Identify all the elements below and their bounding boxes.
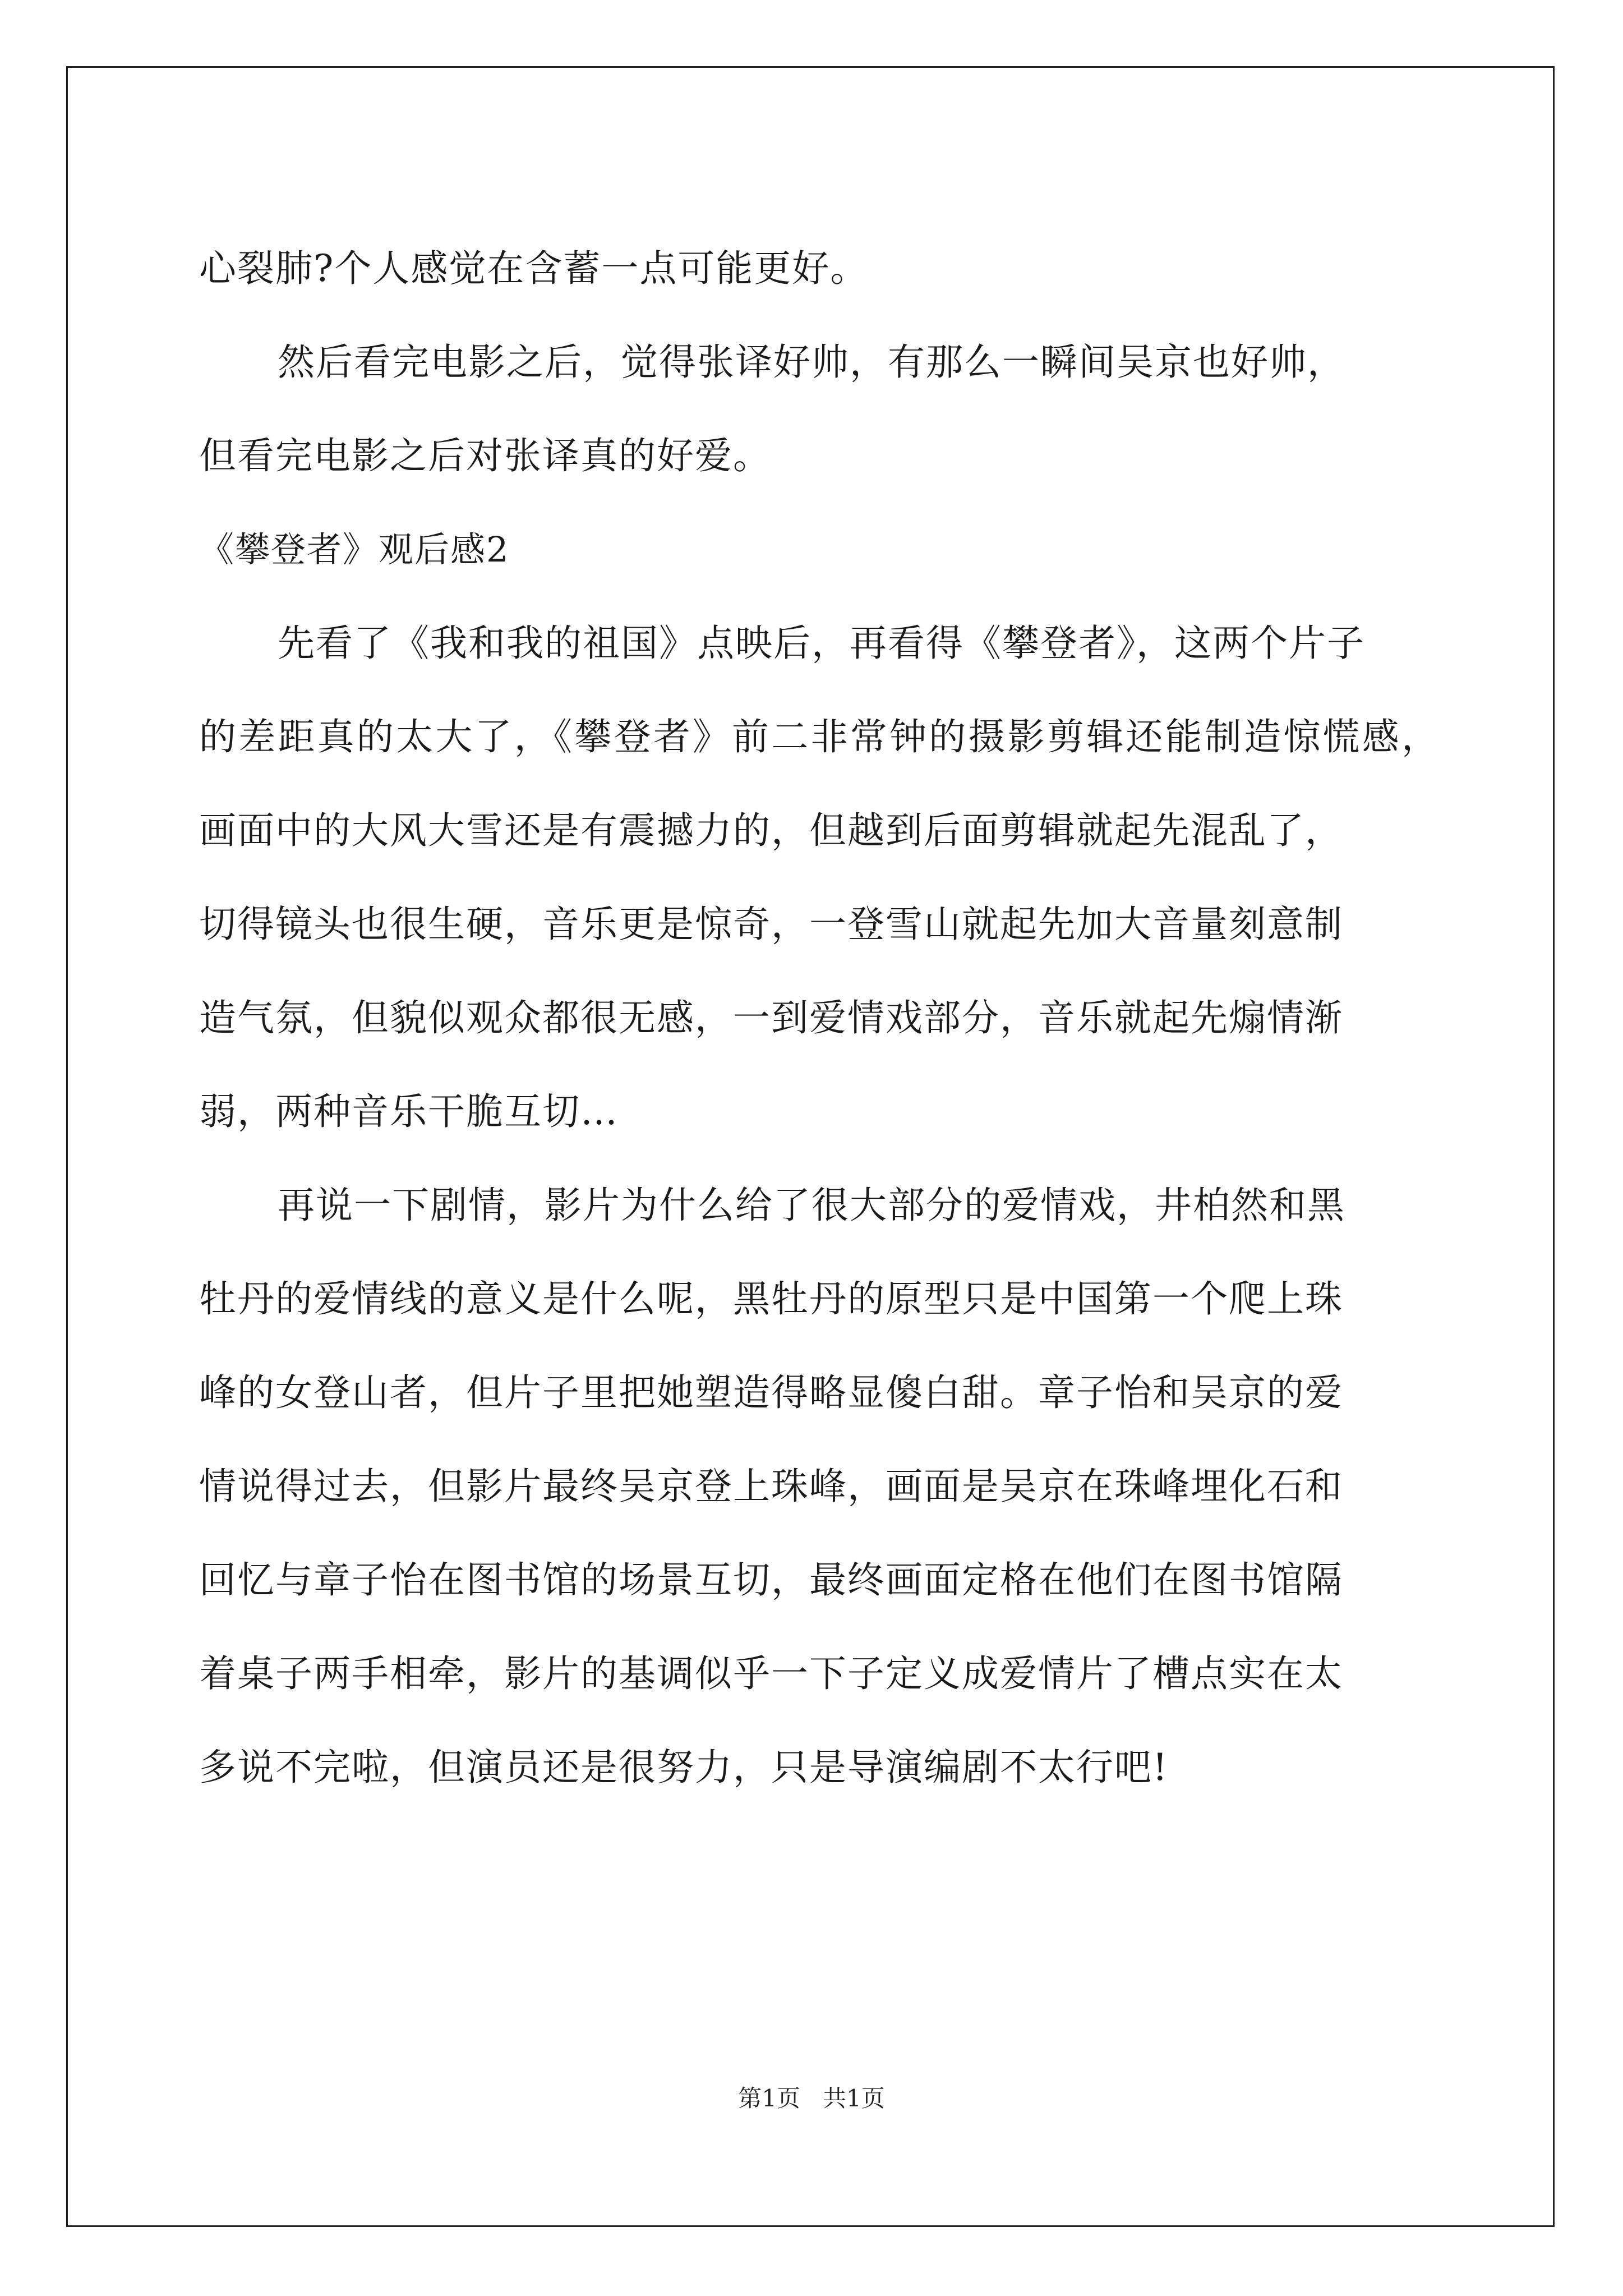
text-line: 峰的女登山者，但片子里把她塑造得略显傻白甜。章子怡和吴京的爱 <box>199 1371 1343 1414</box>
paragraph-start: 然后看完电影之后，觉得张译好帅，有那么一瞬间吴京也好帅， <box>278 341 1345 384</box>
paragraph-start: 先看了《我和我的祖国》点映后，再看得《攀登者》，这两个片子 <box>278 622 1365 665</box>
page-footer <box>0 2080 1623 2114</box>
text-line: 画面中的大风大雪还是有震撼力的，但越到后面剪辑就起先混乱了， <box>199 809 1343 852</box>
section-heading: 《攀登者》观后感2 <box>199 529 510 570</box>
text-line: 切得镜头也很生硬，音乐更是惊奇，一登雪山就起先加大音量刻意制 <box>199 903 1343 946</box>
paragraph-start: 再说一下剧情，影片为什么给了很大部分的爱情戏，井柏然和黑 <box>278 1184 1345 1227</box>
page-total: 共1页 <box>823 2085 885 2112</box>
text-line: 但看完电影之后对张译真的好爱。 <box>199 434 771 477</box>
text-line: 的差距真的太大了，《攀登者》前二非常钟的摄影剪辑还能制造惊慌感， <box>199 715 1438 758</box>
page-number: 第1页 <box>738 2085 800 2112</box>
text-line: 弱，两种音乐干脆互切… <box>199 1090 619 1133</box>
text-line: 情说得过去，但影片最终吴京登上珠峰，画面是吴京在珠峰埋化石和 <box>199 1465 1343 1508</box>
text-line: 多说不完啦，但演员还是很努力，只是导演编剧不太行吧! <box>199 1746 1169 1789</box>
text-line: 心裂肺?个人感觉在含蓄一点可能更好。 <box>199 247 869 290</box>
text-line: 牡丹的爱情线的意义是什么呢，黑牡丹的原型只是中国第一个爬上珠 <box>199 1277 1343 1320</box>
text-line: 回忆与章子怡在图书馆的场景互切，最终画面定格在他们在图书馆隔 <box>199 1558 1343 1602</box>
text-line: 造气氛，但貌似观众都很无感，一到爱情戏部分，音乐就起先煽情渐 <box>199 996 1343 1039</box>
text-line: 着桌子两手相牵，影片的基调似乎一下子定义成爱情片了槽点实在太 <box>199 1652 1343 1695</box>
document-body <box>199 222 1438 1814</box>
